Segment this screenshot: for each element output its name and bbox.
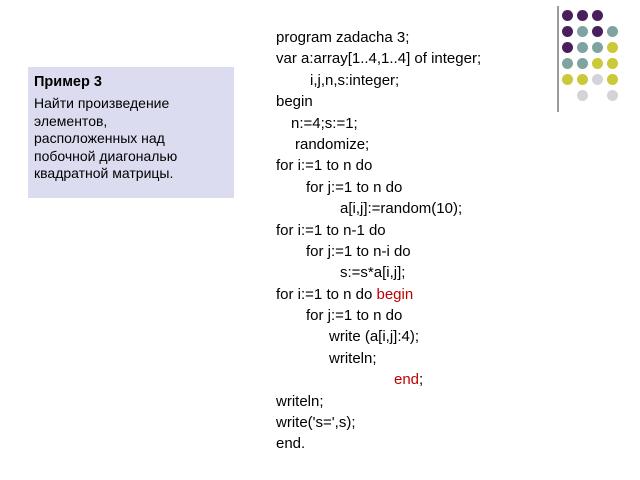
task-text-line: расположенных над <box>34 130 165 146</box>
task-text <box>34 95 228 183</box>
decorative-dot <box>577 58 588 69</box>
code-line: end; <box>394 371 424 389</box>
code-line: for i:=1 to n-1 do <box>276 221 386 239</box>
decorative-dot <box>577 90 588 101</box>
decorative-dot <box>592 58 603 69</box>
decorative-dot <box>577 74 588 85</box>
code-line: program zadacha 3; <box>276 29 410 46</box>
decorative-dot <box>607 58 618 69</box>
decorative-dot <box>577 42 588 53</box>
decorative-dot <box>562 74 573 85</box>
code-line: writeln; <box>329 349 377 367</box>
code-line: randomize; <box>295 135 370 153</box>
task-title: Пример 3 <box>34 74 102 90</box>
decorative-dot <box>562 10 573 21</box>
code-line: for j:=1 to n do <box>306 307 403 325</box>
decorative-dot <box>607 90 618 101</box>
decorative-dot-grid <box>562 10 634 106</box>
decorative-dot <box>562 42 573 53</box>
code-line: a[i,j]:=random(10); <box>340 200 463 218</box>
code-line: for i:=1 to n do begin <box>276 285 414 303</box>
decorative-dot <box>562 58 573 69</box>
task-box <box>28 67 234 198</box>
code-line: for i:=1 to n do <box>276 157 373 175</box>
decorative-dot <box>592 42 603 53</box>
keyword-end: end <box>394 371 420 389</box>
task-text-line: побочной диагональю <box>34 147 178 164</box>
decorative-dot <box>592 10 603 21</box>
decorative-dot <box>577 10 588 21</box>
decorative-dot <box>607 42 618 53</box>
code-line: begin <box>276 93 313 111</box>
code-line: end. <box>276 435 306 453</box>
code-line: for j:=1 to n do <box>306 178 403 196</box>
code-line: write('s=',s); <box>276 414 356 432</box>
code-line: n:=4;s:=1; <box>291 114 358 132</box>
task-text-line: элементов, <box>34 112 108 129</box>
task-text-line: Найти произведение <box>34 95 170 111</box>
decorative-dot <box>562 26 573 37</box>
code-line: var a:array[1..4,1..4] of integer; <box>276 50 482 68</box>
code-line: write (a[i,j]:4); <box>329 328 420 346</box>
pascal-code-listing <box>276 27 481 455</box>
decorative-dot <box>607 74 618 85</box>
decorative-dot <box>592 26 603 37</box>
decorative-dot <box>592 74 603 85</box>
task-text-line: квадратной матрицы. <box>34 165 174 181</box>
code-line: writeln; <box>276 392 324 410</box>
decorative-divider-line <box>557 6 559 112</box>
decorative-dot <box>577 26 588 37</box>
code-line: for j:=1 to n-i do <box>306 242 411 260</box>
decorative-dot <box>607 26 618 37</box>
code-line: s:=s*a[i,j]; <box>340 264 406 282</box>
code-line: i,j,n,s:integer; <box>310 71 400 89</box>
keyword-begin: begin <box>376 285 414 303</box>
